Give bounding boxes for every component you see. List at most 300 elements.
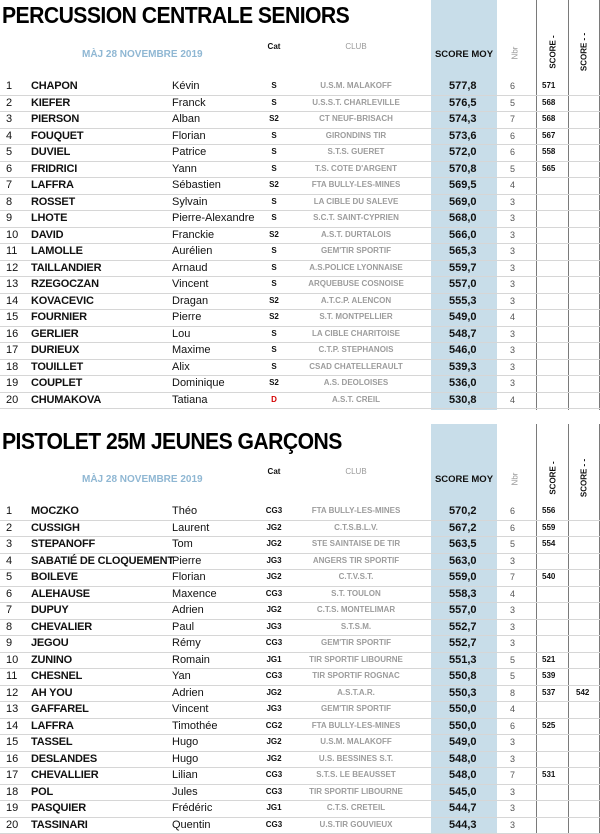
last-name-cell: ROSSET xyxy=(31,195,75,209)
rank-cell: 17 xyxy=(6,768,26,782)
club-cell: A.S.T.A.R. xyxy=(290,686,422,700)
rank-cell: 13 xyxy=(6,702,26,716)
table-row xyxy=(0,128,600,146)
nbr-cell: 4 xyxy=(510,310,515,324)
club-cell: A.S.POLICE LYONNAISE xyxy=(290,261,422,275)
first-name-cell: Frédéric xyxy=(172,801,212,815)
score-moy-cell: 563,5 xyxy=(449,537,477,551)
first-name-cell: Arnaud xyxy=(172,261,207,275)
club-cell: CSAD CHATELLERAULT xyxy=(290,360,422,374)
table-row xyxy=(0,586,600,604)
table-row xyxy=(0,751,600,769)
rank-cell: 12 xyxy=(6,261,26,275)
score-moy-cell: 568,0 xyxy=(449,211,477,225)
category-cell: D xyxy=(262,393,286,407)
rank-cell: 14 xyxy=(6,719,26,733)
table-row xyxy=(0,293,600,311)
last-name-cell: FRIDRICI xyxy=(31,162,77,176)
first-name-cell: Jules xyxy=(172,785,198,799)
score-1-cell: 571 xyxy=(542,79,555,93)
nbr-cell: 7 xyxy=(510,570,515,584)
last-name-cell: JEGOU xyxy=(31,636,69,650)
first-name-cell: Kévin xyxy=(172,79,200,93)
category-cell: CG2 xyxy=(262,719,286,733)
category-cell: S2 xyxy=(262,228,286,242)
first-name-cell: Vincent xyxy=(172,277,209,291)
score-moy-cell: 567,2 xyxy=(449,521,477,535)
table-row xyxy=(0,536,600,554)
nbr-cell: 3 xyxy=(510,554,515,568)
table-row xyxy=(0,227,600,245)
club-cell: ANGERS TIR SPORTIF xyxy=(290,554,422,568)
last-name-cell: COUPLET xyxy=(31,376,82,390)
first-name-cell: Quentin xyxy=(172,818,211,832)
table-row xyxy=(0,210,600,228)
first-name-cell: Dragan xyxy=(172,294,208,308)
score-moy-cell: 572,0 xyxy=(449,145,477,159)
club-cell: GEM'TIR SPORTIF xyxy=(290,244,422,258)
rank-cell: 9 xyxy=(6,636,26,650)
category-cell: S xyxy=(262,129,286,143)
first-name-cell: Pierre-Alexandre xyxy=(172,211,255,225)
last-name-cell: GAFFAREL xyxy=(31,702,89,716)
score-moy-cell: 577,8 xyxy=(449,79,477,93)
category-cell: S2 xyxy=(262,294,286,308)
category-cell: S xyxy=(262,79,286,93)
club-cell: CT NEUF-BRISACH xyxy=(290,112,422,126)
rank-cell: 4 xyxy=(6,554,26,568)
first-name-cell: Florian xyxy=(172,570,206,584)
first-name-cell: Sylvain xyxy=(172,195,207,209)
table-row xyxy=(0,800,600,818)
club-cell: S.T. TOULON xyxy=(290,587,422,601)
rank-cell: 20 xyxy=(6,393,26,407)
first-name-cell: Romain xyxy=(172,653,210,667)
nbr-cell: 3 xyxy=(510,752,515,766)
first-name-cell: Adrien xyxy=(172,686,204,700)
rank-cell: 8 xyxy=(6,620,26,634)
nbr-cell: 3 xyxy=(510,343,515,357)
table-row xyxy=(0,701,600,719)
club-cell: LA CIBLE DU SALEVE xyxy=(290,195,422,209)
category-cell: S xyxy=(262,277,286,291)
last-name-cell: CUSSIGH xyxy=(31,521,80,535)
last-name-cell: TASSINARI xyxy=(31,818,88,832)
section-pistolet-25m xyxy=(0,424,600,833)
score-moy-cell: 576,5 xyxy=(449,96,477,110)
table-row xyxy=(0,718,600,736)
table-row xyxy=(0,95,600,113)
score-moy-cell: 549,0 xyxy=(449,735,477,749)
score-1-cell: 565 xyxy=(542,162,555,176)
category-cell: S2 xyxy=(262,310,286,324)
header-club: CLUB xyxy=(290,467,422,476)
category-cell: JG1 xyxy=(262,653,286,667)
rank-cell: 11 xyxy=(6,669,26,683)
nbr-cell: 8 xyxy=(510,686,515,700)
last-name-cell: DESLANDES xyxy=(31,752,97,766)
score-moy-cell: 548,0 xyxy=(449,752,477,766)
club-cell: LA CIBLE CHARITOISE xyxy=(290,327,422,341)
category-cell: S xyxy=(262,195,286,209)
category-cell: JG2 xyxy=(262,735,286,749)
last-name-cell: LAFFRA xyxy=(31,719,74,733)
header-club: CLUB xyxy=(290,42,422,51)
category-cell: CG3 xyxy=(262,768,286,782)
table-row xyxy=(0,619,600,637)
club-cell: GEM'TIR SPORTIF xyxy=(290,702,422,716)
table-row xyxy=(0,375,600,393)
table-row xyxy=(0,177,600,195)
club-cell: A.S.T. CREIL xyxy=(290,393,422,407)
table-row xyxy=(0,520,600,538)
club-cell: S.T. MONTPELLIER xyxy=(290,310,422,324)
score-moy-cell: 569,0 xyxy=(449,195,477,209)
last-name-cell: FOURNIER xyxy=(31,310,87,324)
table-row xyxy=(0,652,600,670)
header-cat: Cat xyxy=(262,467,286,476)
score-moy-cell: 574,3 xyxy=(449,112,477,126)
first-name-cell: Alban xyxy=(172,112,200,126)
club-cell: U.S.TIR GOUVIEUX xyxy=(290,818,422,832)
header-score-moy: SCORE MOY xyxy=(431,474,497,485)
rank-cell: 19 xyxy=(6,376,26,390)
section-title: PERCUSSION CENTRALE SENIORS xyxy=(2,2,349,29)
nbr-cell: 3 xyxy=(510,360,515,374)
first-name-cell: Maxence xyxy=(172,587,217,601)
score-1-cell: 537 xyxy=(542,686,555,700)
nbr-cell: 6 xyxy=(510,129,515,143)
nbr-cell: 6 xyxy=(510,145,515,159)
club-cell: U.S.M. MALAKOFF xyxy=(290,79,422,93)
club-cell: C.T.S. MONTELIMAR xyxy=(290,603,422,617)
score-2-cell: 542 xyxy=(576,686,589,700)
category-cell: JG2 xyxy=(262,752,286,766)
nbr-cell: 5 xyxy=(510,537,515,551)
last-name-cell: STEPANOFF xyxy=(31,537,95,551)
score-1-cell: 540 xyxy=(542,570,555,584)
first-name-cell: Hugo xyxy=(172,752,198,766)
nbr-cell: 5 xyxy=(510,669,515,683)
rank-cell: 5 xyxy=(6,570,26,584)
last-name-cell: DUPUY xyxy=(31,603,69,617)
last-name-cell: BOILEVE xyxy=(31,570,78,584)
first-name-cell: Dominique xyxy=(172,376,225,390)
update-date: MÀJ 28 NOVEMBRE 2019 xyxy=(82,49,203,60)
nbr-cell: 4 xyxy=(510,587,515,601)
category-cell: S2 xyxy=(262,178,286,192)
last-name-cell: CHEVALIER xyxy=(31,620,92,634)
score-1-cell: 567 xyxy=(542,129,555,143)
table-row xyxy=(0,503,600,521)
first-name-cell: Paul xyxy=(172,620,194,634)
score-moy-cell: 573,6 xyxy=(449,129,477,143)
first-name-cell: Maxime xyxy=(172,343,211,357)
table-row xyxy=(0,734,600,752)
club-cell: A.S. DEOLOISES xyxy=(290,376,422,390)
score-1-cell: 558 xyxy=(542,145,555,159)
category-cell: JG2 xyxy=(262,570,286,584)
header-score-1: SCORE - xyxy=(537,458,569,498)
first-name-cell: Franck xyxy=(172,96,206,110)
rank-cell: 6 xyxy=(6,162,26,176)
rank-cell: 3 xyxy=(6,112,26,126)
last-name-cell: CHEVALLIER xyxy=(31,768,98,782)
club-cell: TIR SPORTIF LIBOURNE xyxy=(290,653,422,667)
table-row xyxy=(0,817,600,834)
rank-cell: 20 xyxy=(6,818,26,832)
score-moy-cell: 563,0 xyxy=(449,554,477,568)
category-cell: S2 xyxy=(262,376,286,390)
club-cell: TIR SPORTIF LIBOURNE xyxy=(290,785,422,799)
rank-cell: 1 xyxy=(6,504,26,518)
category-cell: JG3 xyxy=(262,620,286,634)
score-moy-cell: 545,0 xyxy=(449,785,477,799)
rank-cell: 15 xyxy=(6,735,26,749)
club-cell: U.S. BESSINES S.T. xyxy=(290,752,422,766)
nbr-cell: 7 xyxy=(510,768,515,782)
category-cell: S xyxy=(262,211,286,225)
rank-cell: 16 xyxy=(6,327,26,341)
first-name-cell: Théo xyxy=(172,504,197,518)
table-row xyxy=(0,144,600,162)
nbr-cell: 3 xyxy=(510,211,515,225)
score-moy-cell: 536,0 xyxy=(449,376,477,390)
score-moy-cell: 550,8 xyxy=(449,669,477,683)
rank-cell: 2 xyxy=(6,96,26,110)
score-moy-cell: 544,3 xyxy=(449,818,477,832)
last-name-cell: TOUILLET xyxy=(31,360,83,374)
table-row xyxy=(0,326,600,344)
rank-cell: 5 xyxy=(6,145,26,159)
last-name-cell: PASQUIER xyxy=(31,801,86,815)
score-moy-cell: 546,0 xyxy=(449,343,477,357)
last-name-cell: SABATIÉ DE CLOQUEMENT xyxy=(31,554,174,568)
table-row xyxy=(0,194,600,212)
first-name-cell: Lou xyxy=(172,327,190,341)
score-moy-cell: 558,3 xyxy=(449,587,477,601)
table-row xyxy=(0,359,600,377)
rank-cell: 8 xyxy=(6,195,26,209)
last-name-cell: RZEGOCZAN xyxy=(31,277,99,291)
nbr-cell: 5 xyxy=(510,96,515,110)
last-name-cell: CHESNEL xyxy=(31,669,82,683)
category-cell: S xyxy=(262,327,286,341)
last-name-cell: DAVID xyxy=(31,228,63,242)
first-name-cell: Alix xyxy=(172,360,190,374)
score-moy-cell: 552,7 xyxy=(449,636,477,650)
club-cell: ARQUEBUSE COSNOISE xyxy=(290,277,422,291)
first-name-cell: Pierre xyxy=(172,554,201,568)
score-1-cell: 554 xyxy=(542,537,555,551)
last-name-cell: TASSEL xyxy=(31,735,72,749)
category-cell: S xyxy=(262,96,286,110)
club-cell: T.S. COTE D'ARGENT xyxy=(290,162,422,176)
first-name-cell: Rémy xyxy=(172,636,201,650)
table-row xyxy=(0,243,600,261)
rank-cell: 1 xyxy=(6,79,26,93)
score-moy-cell: 550,0 xyxy=(449,719,477,733)
category-cell: CG3 xyxy=(262,669,286,683)
first-name-cell: Sébastien xyxy=(172,178,221,192)
category-cell: CG3 xyxy=(262,587,286,601)
score-moy-cell: 570,8 xyxy=(449,162,477,176)
club-cell: C.T.S. CRETEIL xyxy=(290,801,422,815)
score-moy-cell: 559,7 xyxy=(449,261,477,275)
header-score-2: SCORE - - xyxy=(568,32,600,72)
first-name-cell: Laurent xyxy=(172,521,209,535)
nbr-cell: 3 xyxy=(510,801,515,815)
last-name-cell: ALEHAUSE xyxy=(31,587,90,601)
nbr-cell: 3 xyxy=(510,818,515,832)
table-row xyxy=(0,784,600,802)
table-row xyxy=(0,111,600,129)
category-cell: CG3 xyxy=(262,785,286,799)
first-name-cell: Adrien xyxy=(172,603,204,617)
score-moy-cell: 544,7 xyxy=(449,801,477,815)
category-cell: CG3 xyxy=(262,504,286,518)
nbr-cell: 4 xyxy=(510,178,515,192)
section-percussion-centrale xyxy=(0,0,600,410)
first-name-cell: Vincent xyxy=(172,702,209,716)
last-name-cell: DUVIEL xyxy=(31,145,70,159)
club-cell: STE SAINTAISE DE TIR xyxy=(290,537,422,551)
nbr-cell: 3 xyxy=(510,376,515,390)
rank-cell: 12 xyxy=(6,686,26,700)
first-name-cell: Hugo xyxy=(172,735,198,749)
rank-cell: 9 xyxy=(6,211,26,225)
nbr-cell: 3 xyxy=(510,244,515,258)
last-name-cell: DURIEUX xyxy=(31,343,79,357)
score-1-cell: 559 xyxy=(542,521,555,535)
first-name-cell: Timothée xyxy=(172,719,217,733)
rank-cell: 10 xyxy=(6,228,26,242)
first-name-cell: Yann xyxy=(172,162,197,176)
last-name-cell: KIEFER xyxy=(31,96,70,110)
category-cell: JG2 xyxy=(262,603,286,617)
table-row xyxy=(0,276,600,294)
club-cell: U.S.S.T. CHARLEVILLE xyxy=(290,96,422,110)
header-score-2: SCORE - - xyxy=(568,458,600,498)
table-row xyxy=(0,685,600,703)
score-moy-cell: 539,3 xyxy=(449,360,477,374)
score-moy-cell: 570,2 xyxy=(449,504,477,518)
score-moy-cell: 565,3 xyxy=(449,244,477,258)
first-name-cell: Tatiana xyxy=(172,393,207,407)
last-name-cell: LAFFRA xyxy=(31,178,74,192)
rank-cell: 14 xyxy=(6,294,26,308)
nbr-cell: 3 xyxy=(510,636,515,650)
score-moy-cell: 550,0 xyxy=(449,702,477,716)
first-name-cell: Aurélien xyxy=(172,244,212,258)
nbr-cell: 6 xyxy=(510,79,515,93)
club-cell: FTA BULLY-LES-MINES xyxy=(290,719,422,733)
rank-cell: 18 xyxy=(6,785,26,799)
rank-cell: 11 xyxy=(6,244,26,258)
category-cell: JG2 xyxy=(262,537,286,551)
score-moy-cell: 566,0 xyxy=(449,228,477,242)
last-name-cell: KOVACEVIC xyxy=(31,294,94,308)
last-name-cell: LAMOLLE xyxy=(31,244,83,258)
last-name-cell: CHAPON xyxy=(31,79,77,93)
score-moy-cell: 557,0 xyxy=(449,603,477,617)
nbr-cell: 3 xyxy=(510,327,515,341)
table-row xyxy=(0,602,600,620)
club-cell: FTA BULLY-LES-MINES xyxy=(290,504,422,518)
table-row xyxy=(0,767,600,785)
score-moy-cell: 569,5 xyxy=(449,178,477,192)
header-nbr: Nbr xyxy=(500,464,530,494)
category-cell: S xyxy=(262,343,286,357)
last-name-cell: POL xyxy=(31,785,53,799)
rank-cell: 2 xyxy=(6,521,26,535)
rank-cell: 4 xyxy=(6,129,26,143)
score-moy-cell: 548,0 xyxy=(449,768,477,782)
nbr-cell: 3 xyxy=(510,277,515,291)
score-1-cell: 556 xyxy=(542,504,555,518)
category-cell: S xyxy=(262,261,286,275)
club-cell: S.T.S. LE BEAUSSET xyxy=(290,768,422,782)
nbr-cell: 6 xyxy=(510,521,515,535)
header-cat: Cat xyxy=(262,42,286,51)
nbr-cell: 3 xyxy=(510,261,515,275)
last-name-cell: PIERSON xyxy=(31,112,79,126)
update-date: MÀJ 28 NOVEMBRE 2019 xyxy=(82,474,203,485)
table-row xyxy=(0,260,600,278)
category-cell: JG2 xyxy=(262,686,286,700)
category-cell: CG3 xyxy=(262,636,286,650)
header-nbr: Nbr xyxy=(500,38,530,68)
nbr-cell: 3 xyxy=(510,195,515,209)
nbr-cell: 3 xyxy=(510,294,515,308)
last-name-cell: LHOTE xyxy=(31,211,67,225)
score-1-cell: 568 xyxy=(542,96,555,110)
category-cell: S xyxy=(262,145,286,159)
first-name-cell: Pierre xyxy=(172,310,201,324)
table-row xyxy=(0,161,600,179)
nbr-cell: 3 xyxy=(510,228,515,242)
category-cell: JG3 xyxy=(262,702,286,716)
nbr-cell: 5 xyxy=(510,162,515,176)
club-cell: S.C.T. SAINT-CYPRIEN xyxy=(290,211,422,225)
club-cell: A.T.C.P. ALENCON xyxy=(290,294,422,308)
nbr-cell: 6 xyxy=(510,719,515,733)
last-name-cell: CHUMAKOVA xyxy=(31,393,101,407)
score-moy-cell: 548,7 xyxy=(449,327,477,341)
rank-cell: 7 xyxy=(6,603,26,617)
first-name-cell: Patrice xyxy=(172,145,206,159)
last-name-cell: TAILLANDIER xyxy=(31,261,101,275)
nbr-cell: 7 xyxy=(510,112,515,126)
nbr-cell: 3 xyxy=(510,603,515,617)
club-cell: GEM'TIR SPORTIF xyxy=(290,636,422,650)
score-moy-cell: 552,7 xyxy=(449,620,477,634)
rank-cell: 7 xyxy=(6,178,26,192)
rank-cell: 10 xyxy=(6,653,26,667)
club-cell: TIR SPORTIF ROGNAC xyxy=(290,669,422,683)
score-1-cell: 525 xyxy=(542,719,555,733)
rank-cell: 3 xyxy=(6,537,26,551)
club-cell: C.T.S.B.L.V. xyxy=(290,521,422,535)
score-1-cell: 521 xyxy=(542,653,555,667)
score-1-cell: 539 xyxy=(542,669,555,683)
club-cell: GIRONDINS TIR xyxy=(290,129,422,143)
rank-cell: 15 xyxy=(6,310,26,324)
nbr-cell: 4 xyxy=(510,393,515,407)
category-cell: S xyxy=(262,162,286,176)
nbr-cell: 4 xyxy=(510,702,515,716)
category-cell: JG1 xyxy=(262,801,286,815)
